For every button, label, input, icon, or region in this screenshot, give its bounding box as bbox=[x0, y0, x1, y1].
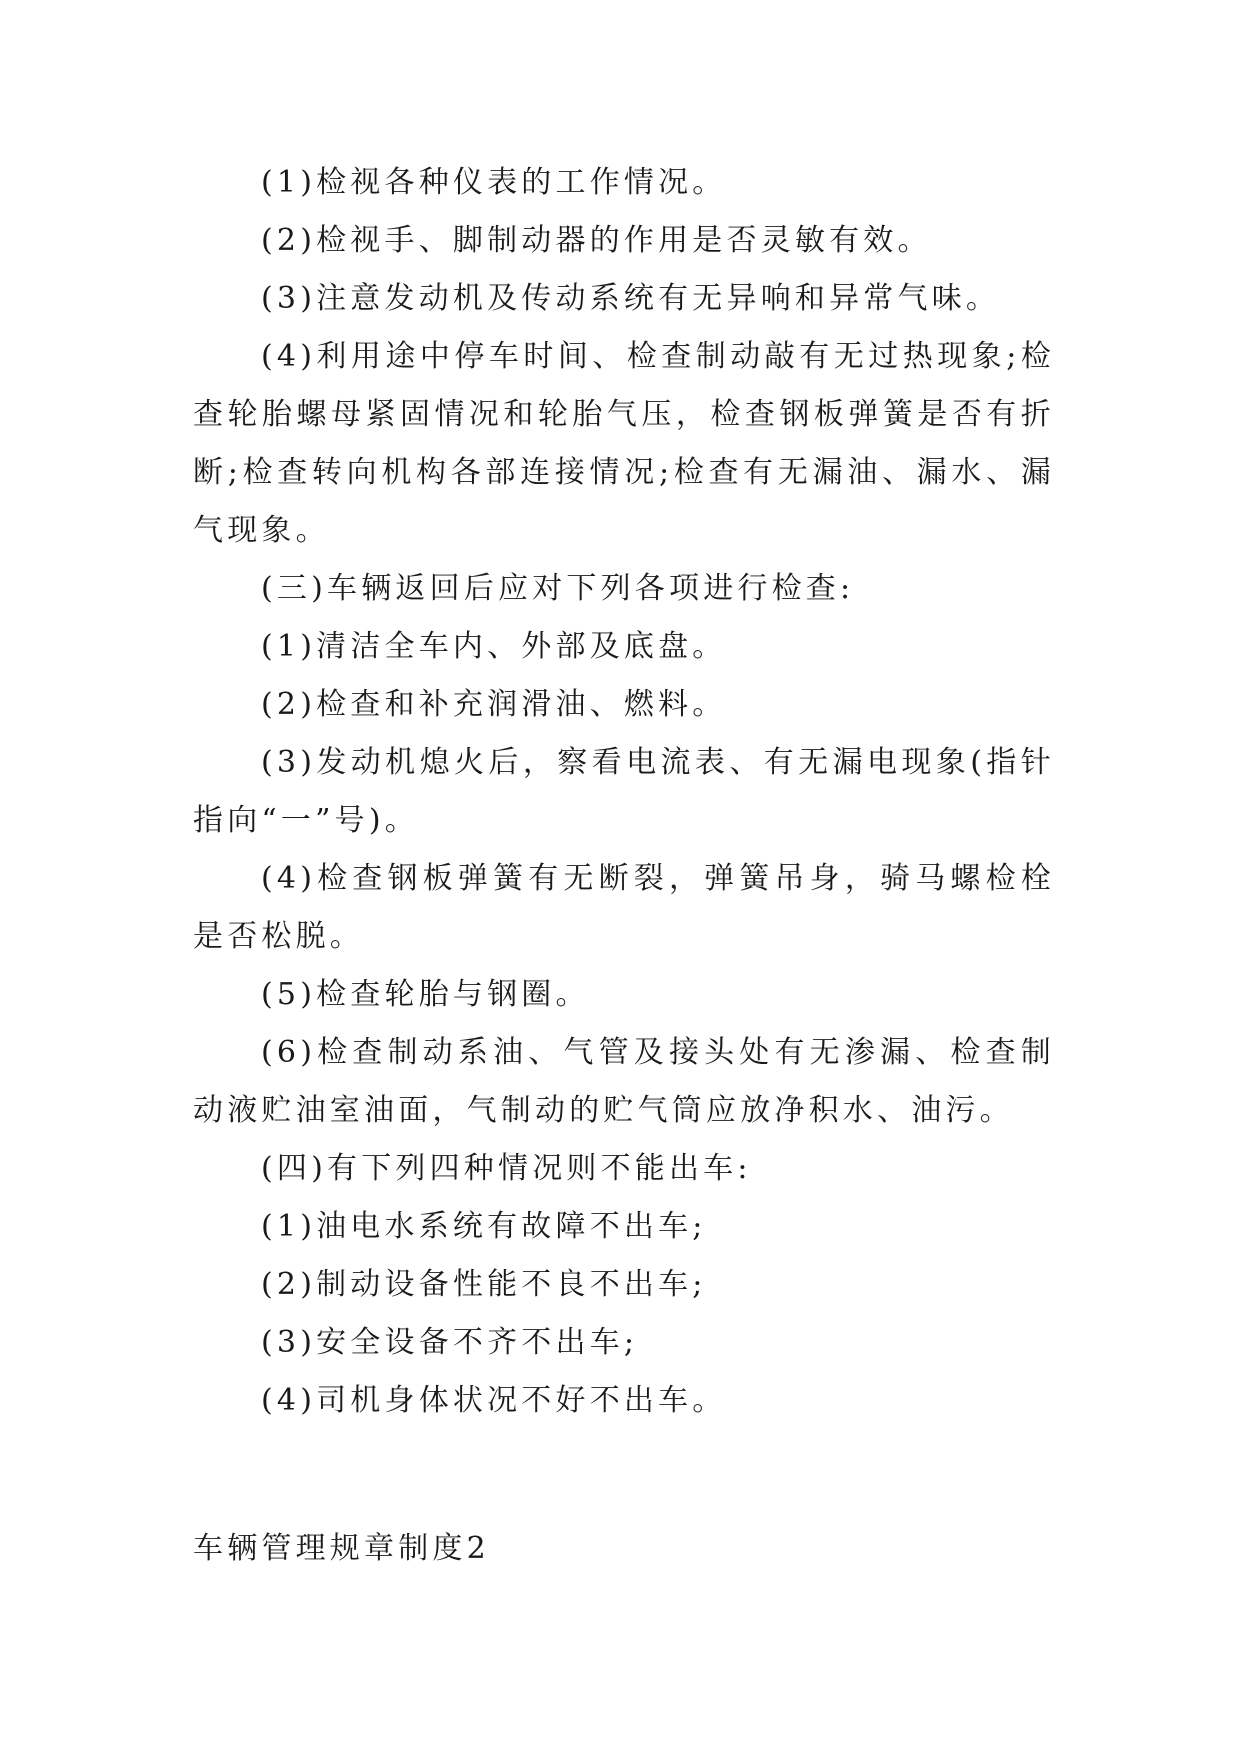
paragraph-check-engine-noise: (3)注意发动机及传动系统有无异响和异常气味。 bbox=[261, 281, 1001, 316]
paragraph-check-tires: (5)检查轮胎与钢圈。 bbox=[261, 977, 590, 1012]
paragraph-no-go-brakes: (2)制动设备性能不良不出车; bbox=[261, 1267, 707, 1302]
paragraph-section-three-title: (三)车辆返回后应对下列各项进行检查: bbox=[261, 571, 855, 606]
paragraph-stop-inspection: (4)利用途中停车时间、检查制动敲有无过热现象;检查轮胎螺母紧固情况和轮胎气压，检查钢板弹簧是否有折断;检查转向机构各部连接情况;检查有无漏油、漏水、漏气现象。 bbox=[193, 339, 1055, 548]
paragraph-check-ammeter: (3)发动机熄火后，察看电流表、有无漏电现象(指针指向“一”号)。 bbox=[193, 745, 1055, 838]
paragraph-check-instruments: (1)检视各种仪表的工作情况。 bbox=[261, 165, 727, 200]
paragraph-clean-vehicle: (1)清洁全车内、外部及底盘。 bbox=[261, 629, 727, 664]
paragraph-no-go-safety: (3)安全设备不齐不出车; bbox=[261, 1325, 639, 1360]
paragraph-check-oil-fuel: (2)检查和补充润滑油、燃料。 bbox=[261, 687, 727, 722]
paragraph-no-go-driver: (4)司机身体状况不好不出车。 bbox=[261, 1383, 727, 1418]
paragraph-section-four-title: (四)有下列四种情况则不能出车: bbox=[261, 1151, 752, 1186]
document-body bbox=[193, 154, 1055, 1430]
paragraph-check-brake-lines: (6)检查制动系油、气管及接头处有无渗漏、检查制动液贮油室油面，气制动的贮气筒应放净积水、油污。 bbox=[193, 1035, 1055, 1128]
section-heading: 车辆管理规章制度2 bbox=[193, 1531, 490, 1566]
paragraph-no-go-electrical: (1)油电水系统有故障不出车; bbox=[261, 1209, 707, 1244]
paragraph-check-springs: (4)检查钢板弹簧有无断裂，弹簧吊身，骑马螺检栓是否松脱。 bbox=[193, 861, 1055, 954]
paragraph-check-brakes: (2)检视手、脚制动器的作用是否灵敏有效。 bbox=[261, 223, 932, 258]
